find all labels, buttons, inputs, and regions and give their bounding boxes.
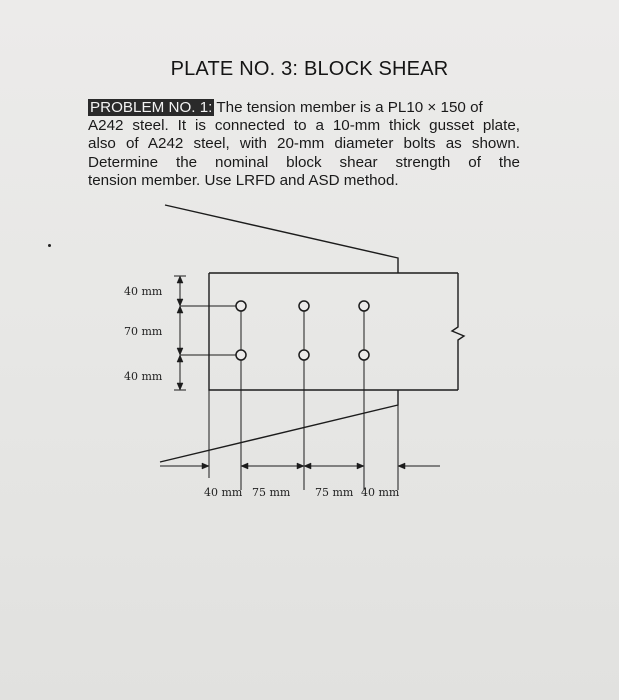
problem-label: PROBLEM NO. 1: [90, 99, 213, 116]
tension-member-plate [209, 273, 458, 390]
page-title: PLATE NO. 3: BLOCK SHEAR [170, 58, 449, 80]
break-line [452, 273, 464, 390]
dim-label-horizontal-3: 75 mm [315, 486, 354, 499]
problem-line-5: tension member. Use LRFD and ASD method. [88, 171, 399, 189]
dim-label-vertical-3: 40 mm [124, 370, 163, 383]
problem-line-1: PROBLEM NO. 1: The tension member is a PL10 × 150 of [90, 99, 483, 116]
gusset-plate-top-edge [165, 205, 398, 273]
bolt-hole-r2c1 [236, 350, 246, 360]
bolt-hole-r2c2 [299, 350, 309, 360]
problem-line-4: Determine the nominal block shear strength of the [88, 153, 520, 171]
dim-label-horizontal-1: 40 mm [204, 486, 243, 499]
dim-label-vertical-1: 40 mm [124, 285, 163, 298]
dim-label-vertical-2: 70 mm [124, 325, 163, 338]
gusset-plate-bottom-edge [160, 390, 398, 462]
problem-line-2: A242 steel. It is connected to a 10-mm thick gusset plate, [88, 117, 520, 135]
dim-label-horizontal-4: 40 mm [361, 486, 400, 499]
dim-label-horizontal-2: 75 mm [252, 486, 291, 499]
problem-line-3: also of A242 steel, with 20-mm diameter bolts as shown. [88, 135, 520, 153]
bolt-hole-r1c3 [359, 301, 369, 311]
bolt-hole-r2c3 [359, 350, 369, 360]
bolt-hole-r1c2 [299, 301, 309, 311]
bolt-hole-r1c1 [236, 301, 246, 311]
